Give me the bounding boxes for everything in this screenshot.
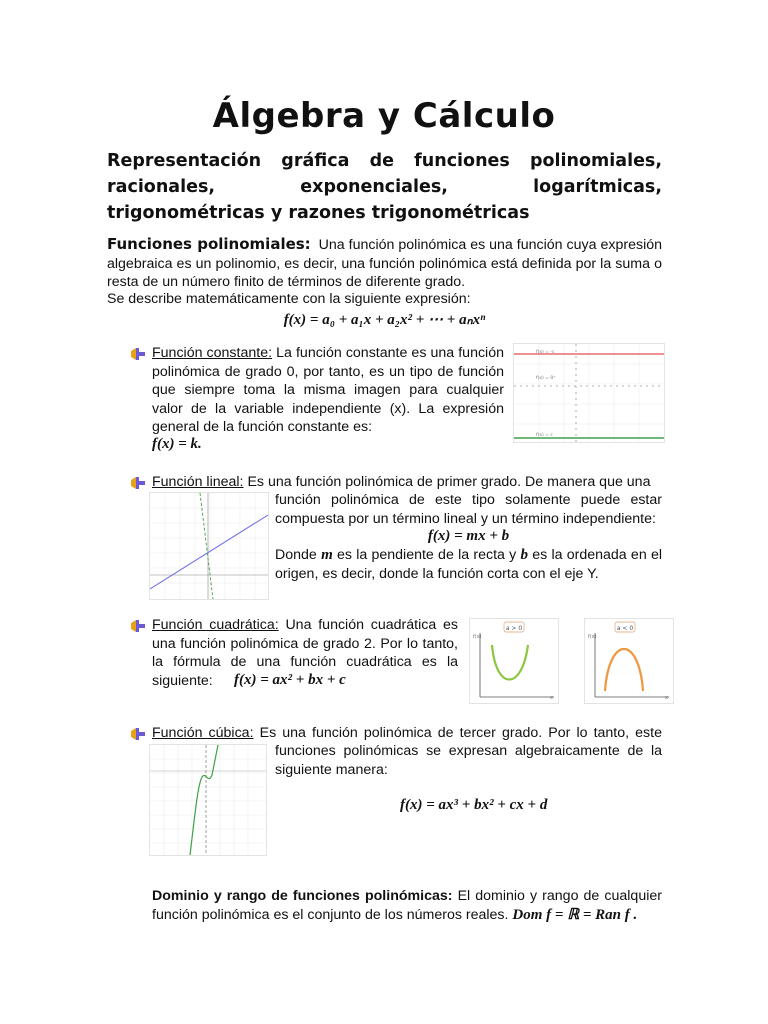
dominio-heading: Dominio y rango de funciones polinómicas:: [152, 888, 453, 904]
lineal-graph: [149, 492, 269, 600]
lineal-text-rest: función polinómica de este tipo solamente puede estar compuesta por un término lineal y un término independiente:: [275, 492, 662, 527]
lineal-donde-text-2: es la pendiente de la recta y: [336, 547, 517, 563]
cuadratica-b-ylabel: f(x): [588, 634, 597, 640]
lineal-donde-text-1: Donde: [275, 547, 317, 563]
page-title: Álgebra y Cálculo: [212, 96, 556, 136]
cubica-text-rest: funciones polinómicas se expresan algebraicamente de la siguiente manera:: [275, 743, 662, 778]
dominio-formula: Dom f = ℝ = Ran f .: [512, 906, 638, 923]
cuadratica-graph-a: [469, 618, 559, 704]
constante-formula: f(x) = k.: [152, 436, 202, 452]
polinomiales-formula: f(x) = a₀ + a₁x + a₂x² + ⋯ + aₙxⁿ: [283, 312, 486, 328]
lineal-first-line: [152, 473, 662, 492]
lineal-line: [150, 515, 268, 589]
lineal-donde: [275, 546, 662, 583]
bullet-icon: [130, 347, 146, 361]
polinomiales-paragraph: [107, 235, 662, 292]
lineal-var-m: m: [321, 547, 333, 563]
page-subtitle: Representación gráfica de funciones polinomiales, racionales, exponenciales, logarítmicas, trigonométricas y razones trigonométricas: [107, 151, 662, 223]
cuadratica-text: Una función cuadrática es una función polinómica de grado 2. Por lo tanto, la fórmula de una función cuadrática es la siguiente:: [152, 617, 458, 689]
lineal-var-b: b: [520, 547, 528, 563]
lineal-formula: f(x) = mx + b: [427, 528, 510, 544]
cuadratica-b-xlabel: x: [665, 695, 668, 701]
dominio-text: El dominio y rango de cualquier función polinómica es el conjunto de los números reales.: [152, 888, 662, 923]
constante-text: La función constante es una función polinómica de grado 0, por tanto, es un tipo de función que siempre toma la misma imagen para cualquier valor de la variable independiente (x). La expresión general de la función constante es:: [152, 345, 504, 435]
cubica-formula: f(x) = ax³ + bx² + cx + d: [400, 797, 548, 813]
cuadratica-label: Función cuadrática:: [152, 617, 279, 633]
lineal-text-first: Es una función polinómica de primer grado. De manera que una: [247, 474, 651, 490]
lineal-label: Función lineal:: [152, 474, 244, 490]
cubica-graph: [149, 744, 267, 856]
cuadratica-b-tag: a < 0: [616, 625, 634, 632]
constante-graph-label-top: f(x) = -c: [536, 350, 555, 355]
constante-graph-label-bottom: f(x) = c: [536, 433, 553, 438]
constante-label: Función constante:: [152, 345, 273, 361]
bullet-icon: [130, 476, 146, 490]
cuadratica-a-tag: a > 0: [505, 625, 523, 632]
constante-graph-label-mid: f(x) = 0ˣ: [536, 376, 556, 381]
cuadratica-graph-b: [584, 618, 674, 704]
constante-graph: [513, 343, 665, 443]
polinomiales-describe: Se describe matemáticamente con la siguiente expresión:: [107, 291, 471, 307]
cuadratica-formula: f(x) = ax² + bx + c: [234, 672, 346, 688]
lineal-donde-text-3: es la ordenada en el origen, es decir, donde la función corta con el eje Y.: [275, 547, 662, 582]
cubica-text-first: Es una función polinómica de tercer grado. Por lo tanto, este tipo de: [152, 725, 662, 760]
cuadratica-a-xlabel: x: [550, 695, 553, 701]
dominio-paragraph: [152, 887, 662, 924]
cubica-label: Función cúbica:: [152, 725, 254, 741]
polinomiales-heading: Funciones polinomiales:: [107, 235, 311, 253]
cuadratica-a-curve: [492, 645, 528, 680]
cuadratica-b-curve: [605, 649, 643, 691]
cuadratica-a-ylabel: f(x): [473, 634, 482, 640]
bullet-icon: [130, 619, 146, 633]
bullet-icon: [130, 727, 146, 741]
constante-paragraph: [152, 344, 504, 437]
cubica-curve: [190, 745, 218, 855]
polinomiales-text: Una función polinómica es una función cuya expresión algebraica es un polinomio, es decir, una función polinómica está definida por la suma o resta de un número finito de términos de diferente grado.: [107, 237, 662, 290]
